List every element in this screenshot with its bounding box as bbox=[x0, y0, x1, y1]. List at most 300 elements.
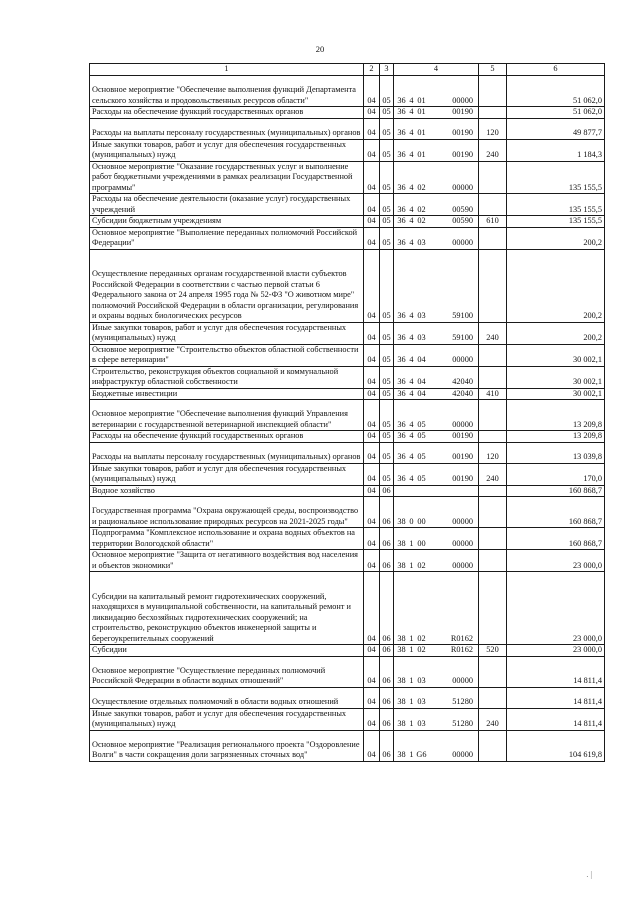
row-expense-type: 120 bbox=[479, 118, 507, 139]
target-article-part-2: 1 bbox=[409, 676, 414, 685]
target-article-part-2: 4 bbox=[409, 333, 414, 342]
row-amount: 14 811,4 bbox=[507, 708, 605, 730]
row-section: 04 bbox=[364, 528, 380, 550]
target-article-part-3: 03 bbox=[417, 697, 426, 706]
target-article-part-1: 36 bbox=[397, 388, 406, 398]
table-row bbox=[90, 497, 605, 528]
table-row bbox=[90, 485, 605, 497]
target-article-part-2: 4 bbox=[409, 150, 414, 159]
row-name: Расходы на обеспечение функций государственных органов bbox=[90, 107, 364, 119]
target-article-part-1: 38 bbox=[397, 750, 406, 759]
target-article-part-1: 36 bbox=[397, 204, 406, 214]
row-amount: 30 002,1 bbox=[507, 366, 605, 388]
column-header-name: 1 bbox=[90, 64, 364, 76]
target-article-part-1: 36 bbox=[397, 238, 406, 247]
table-row bbox=[90, 322, 605, 344]
row-section: 04 bbox=[364, 645, 380, 657]
target-article-part-1: 36 bbox=[397, 419, 406, 429]
table-row bbox=[90, 139, 605, 161]
column-header-target-article: 4 bbox=[394, 64, 479, 76]
row-expense-type bbox=[479, 161, 507, 194]
row-amount: 51 062,0 bbox=[507, 76, 605, 107]
row-section: 04 bbox=[364, 388, 380, 400]
row-name: Основное мероприятие "Реализация регионального проекта "Оздоровление Волги" в части сокращения доли загрязненных сточных вод" bbox=[90, 730, 364, 761]
row-name: Расходы на выплаты персоналу государственных (муниципальных) органов bbox=[90, 118, 364, 139]
row-subsection: 06 bbox=[380, 550, 394, 572]
column-header-section: 2 bbox=[364, 64, 380, 76]
row-expense-type bbox=[479, 687, 507, 708]
row-subsection: 05 bbox=[380, 442, 394, 463]
target-article-part-4: R0162 bbox=[450, 633, 473, 643]
row-name: Основное мероприятие "Строительство объектов областной собственности в сфере ветеринарии" bbox=[90, 344, 364, 366]
row-section: 04 bbox=[364, 730, 380, 761]
target-article-part-4: 59100 bbox=[452, 311, 473, 320]
target-article-part-2: 1 bbox=[409, 560, 414, 570]
target-article-part-2: 1 bbox=[409, 719, 414, 728]
row-subsection: 06 bbox=[380, 572, 394, 645]
target-article-part-4: 00000 bbox=[452, 676, 473, 685]
target-article-part-2: 1 bbox=[409, 538, 414, 548]
row-amount: 200,2 bbox=[507, 322, 605, 344]
row-target-article bbox=[394, 249, 479, 322]
row-amount: 170,0 bbox=[507, 463, 605, 485]
row-target-article bbox=[394, 550, 479, 572]
target-article-part-1: 38 bbox=[397, 538, 406, 548]
target-article-part-1: 36 bbox=[397, 150, 406, 159]
row-amount: 30 002,1 bbox=[507, 344, 605, 366]
row-target-article bbox=[394, 645, 479, 657]
row-section: 04 bbox=[364, 249, 380, 322]
row-name: Иные закупки товаров, работ и услуг для обеспечения государственных (муниципальных) нужд bbox=[90, 463, 364, 485]
row-section: 04 bbox=[364, 216, 380, 228]
target-article-part-2: 4 bbox=[409, 388, 414, 398]
row-amount: 13 209,8 bbox=[507, 400, 605, 431]
row-subsection: 06 bbox=[380, 687, 394, 708]
target-article-part-4: 00190 bbox=[452, 452, 473, 461]
row-amount: 23 000,0 bbox=[507, 550, 605, 572]
target-article-part-3: 01 bbox=[417, 95, 426, 105]
row-target-article bbox=[394, 344, 479, 366]
row-target-article bbox=[394, 687, 479, 708]
target-article-part-3: 03 bbox=[417, 333, 426, 342]
row-name: Осуществление переданных органам государственной власти субъектов Российской Федерации в соответствии с частью первой статьи 6 Федерального закона от 24 апреля 1995 года № 52-ФЗ "О животном мире" полномочий Российской Федерации в области организации, регулирования и охраны водных биологических ресурсов bbox=[90, 249, 364, 322]
row-expense-type: 240 bbox=[479, 708, 507, 730]
table-row bbox=[90, 161, 605, 194]
table-row bbox=[90, 687, 605, 708]
target-article-part-3: 03 bbox=[417, 676, 426, 685]
table-row bbox=[90, 708, 605, 730]
row-expense-type bbox=[479, 528, 507, 550]
row-subsection: 05 bbox=[380, 388, 394, 400]
table-row bbox=[90, 645, 605, 657]
row-amount: 135 155,5 bbox=[507, 194, 605, 216]
row-target-article bbox=[394, 227, 479, 249]
row-expense-type bbox=[479, 550, 507, 572]
table-row bbox=[90, 431, 605, 443]
row-amount: 13 039,8 bbox=[507, 442, 605, 463]
row-name: Субсидии бюджетным учреждениям bbox=[90, 216, 364, 228]
target-article-part-3: 03 bbox=[417, 719, 426, 728]
target-article-part-4: 00190 bbox=[452, 107, 473, 116]
row-expense-type bbox=[479, 344, 507, 366]
row-section: 04 bbox=[364, 400, 380, 431]
row-name: Расходы на обеспечение функций государственных органов bbox=[90, 431, 364, 443]
target-article-part-4: 00000 bbox=[452, 538, 473, 548]
row-subsection: 05 bbox=[380, 249, 394, 322]
row-section: 04 bbox=[364, 344, 380, 366]
row-section: 04 bbox=[364, 366, 380, 388]
row-amount: 200,2 bbox=[507, 227, 605, 249]
row-subsection: 06 bbox=[380, 528, 394, 550]
row-expense-type: 240 bbox=[479, 139, 507, 161]
row-amount: 14 811,4 bbox=[507, 687, 605, 708]
target-article-part-3: 02 bbox=[417, 633, 426, 643]
row-expense-type bbox=[479, 366, 507, 388]
row-section: 04 bbox=[364, 139, 380, 161]
target-article-part-1: 38 bbox=[397, 560, 406, 570]
row-subsection: 05 bbox=[380, 227, 394, 249]
row-expense-type bbox=[479, 249, 507, 322]
row-subsection: 05 bbox=[380, 322, 394, 344]
target-article-part-4: 42040 bbox=[452, 377, 473, 386]
row-section: 04 bbox=[364, 442, 380, 463]
column-header-amount: 6 bbox=[507, 64, 605, 76]
target-article-part-2: 4 bbox=[409, 204, 414, 214]
table-row bbox=[90, 528, 605, 550]
target-article-part-3: 03 bbox=[417, 311, 426, 320]
row-target-article bbox=[394, 528, 479, 550]
target-article-part-3: 05 bbox=[417, 419, 426, 429]
row-expense-type bbox=[479, 497, 507, 528]
column-header-subsection: 3 bbox=[380, 64, 394, 76]
row-name: Водное хозяйство bbox=[90, 485, 364, 497]
row-subsection: 06 bbox=[380, 656, 394, 687]
target-article-part-3: 04 bbox=[417, 388, 426, 398]
target-article-part-2: 4 bbox=[409, 216, 414, 225]
row-section: 04 bbox=[364, 572, 380, 645]
row-name: Основное мероприятие "Обеспечение выполнения функций Управления ветеринарии с государственной ветеринарной инспекцией области" bbox=[90, 400, 364, 431]
target-article-part-1: 36 bbox=[397, 311, 406, 320]
row-target-article bbox=[394, 76, 479, 107]
target-article-part-4: 00000 bbox=[452, 516, 473, 526]
row-subsection: 05 bbox=[380, 400, 394, 431]
row-amount: 135 155,5 bbox=[507, 216, 605, 228]
target-article-part-3: 02 bbox=[417, 645, 426, 654]
row-amount: 23 000,0 bbox=[507, 572, 605, 645]
row-expense-type: 240 bbox=[479, 463, 507, 485]
target-article-part-4: 00190 bbox=[452, 431, 473, 440]
row-section: 04 bbox=[364, 107, 380, 119]
target-article-part-3: 01 bbox=[417, 107, 426, 116]
row-name: Основное мероприятие "Выполнение переданных полномочий Российской Федерации" bbox=[90, 227, 364, 249]
target-article-part-2: 4 bbox=[409, 95, 414, 105]
row-target-article bbox=[394, 656, 479, 687]
target-article-part-2: 4 bbox=[409, 355, 414, 364]
target-article-part-1: 36 bbox=[397, 377, 406, 386]
target-article-part-1: 38 bbox=[397, 697, 406, 706]
target-article-part-2: 1 bbox=[409, 697, 414, 706]
target-article-part-4: R0162 bbox=[450, 645, 473, 654]
target-article-part-2: 1 bbox=[409, 633, 414, 643]
row-amount: 23 000,0 bbox=[507, 645, 605, 657]
target-article-part-2: 4 bbox=[409, 182, 414, 192]
target-article-part-2: 0 bbox=[409, 516, 414, 526]
row-name: Иные закупки товаров, работ и услуг для обеспечения государственных (муниципальных) нужд bbox=[90, 322, 364, 344]
row-expense-type bbox=[479, 227, 507, 249]
table-row bbox=[90, 656, 605, 687]
row-target-article bbox=[394, 161, 479, 194]
table-row bbox=[90, 463, 605, 485]
row-name: Основное мероприятие "Оказание государственных услуг и выполнение работ бюджетными учреждениями в рамках реализации Государственной программы" bbox=[90, 161, 364, 194]
row-section: 04 bbox=[364, 194, 380, 216]
target-article-part-2: 4 bbox=[409, 452, 414, 461]
row-expense-type bbox=[479, 572, 507, 645]
row-name: Иные закупки товаров, работ и услуг для обеспечения государственных (муниципальных) нужд bbox=[90, 708, 364, 730]
target-article-part-3: G6 bbox=[416, 750, 427, 759]
target-article-part-1: 36 bbox=[397, 474, 406, 483]
row-name: Основное мероприятие "Осуществление переданных полномочий Российской Федерации в области водных отношений" bbox=[90, 656, 364, 687]
target-article-part-2: 4 bbox=[409, 377, 414, 386]
table-row bbox=[90, 249, 605, 322]
target-article-part-3: 05 bbox=[417, 431, 426, 440]
target-article-part-3: 00 bbox=[417, 516, 426, 526]
target-article-part-1: 36 bbox=[397, 95, 406, 105]
row-section: 04 bbox=[364, 161, 380, 194]
target-article-part-1: 38 bbox=[397, 516, 406, 526]
target-article-part-3: 02 bbox=[417, 204, 426, 214]
row-target-article bbox=[394, 107, 479, 119]
target-article-part-3: 04 bbox=[417, 355, 426, 364]
table-row bbox=[90, 730, 605, 761]
row-section: 04 bbox=[364, 76, 380, 107]
row-name: Субсидии на капитальный ремонт гидротехнических сооружений, находящихся в муниципальной собственности, на капитальный ремонт и ликвидацию бесхозяйных гидротехнических сооружений; на строительство, реконструкцию объектов инженерной защиты и берегоукрепительных сооружений bbox=[90, 572, 364, 645]
target-article-part-3: 01 bbox=[417, 128, 426, 137]
target-article-part-4: 00000 bbox=[452, 182, 473, 192]
target-article-part-1: 36 bbox=[397, 333, 406, 342]
target-article-part-2: 4 bbox=[409, 431, 414, 440]
target-article-part-2: 4 bbox=[409, 419, 414, 429]
row-name: Бюджетные инвестиции bbox=[90, 388, 364, 400]
row-section: 04 bbox=[364, 687, 380, 708]
target-article-part-1: 36 bbox=[397, 452, 406, 461]
row-expense-type bbox=[479, 730, 507, 761]
row-expense-type: 410 bbox=[479, 388, 507, 400]
target-article-part-2: 4 bbox=[409, 128, 414, 137]
row-section: 04 bbox=[364, 322, 380, 344]
row-target-article bbox=[394, 322, 479, 344]
table-row bbox=[90, 388, 605, 400]
target-article-part-4: 00000 bbox=[452, 95, 473, 105]
row-subsection: 06 bbox=[380, 497, 394, 528]
table-row bbox=[90, 442, 605, 463]
row-target-article bbox=[394, 216, 479, 228]
row-section: 04 bbox=[364, 656, 380, 687]
row-expense-type bbox=[479, 431, 507, 443]
row-subsection: 05 bbox=[380, 431, 394, 443]
row-name: Осуществление отдельных полномочий в области водных отношений bbox=[90, 687, 364, 708]
row-amount: 49 877,7 bbox=[507, 118, 605, 139]
table-row bbox=[90, 227, 605, 249]
row-amount: 135 155,5 bbox=[507, 161, 605, 194]
row-name: Основное мероприятие "Защита от негативного воздействия вод населения и объектов экономики" bbox=[90, 550, 364, 572]
row-target-article bbox=[394, 400, 479, 431]
target-article-part-1: 36 bbox=[397, 216, 406, 225]
target-article-part-1: 36 bbox=[397, 107, 406, 116]
table-header-row bbox=[90, 64, 605, 76]
row-target-article bbox=[394, 194, 479, 216]
target-article-part-1: 38 bbox=[397, 676, 406, 685]
row-amount: 1 184,3 bbox=[507, 139, 605, 161]
row-name: Подпрограмма "Комплексное использование и охрана водных объектов на территории Вологодской области" bbox=[90, 528, 364, 550]
row-target-article bbox=[394, 708, 479, 730]
target-article-part-4: 51280 bbox=[452, 719, 473, 728]
row-subsection: 05 bbox=[380, 139, 394, 161]
row-amount: 30 002,1 bbox=[507, 388, 605, 400]
table-row bbox=[90, 550, 605, 572]
row-expense-type bbox=[479, 194, 507, 216]
row-amount: 160 868,7 bbox=[507, 497, 605, 528]
row-subsection: 05 bbox=[380, 463, 394, 485]
row-name: Строительство, реконструкция объектов социальной и коммунальной инфраструктур областной собственности bbox=[90, 366, 364, 388]
target-article-part-4: 00000 bbox=[452, 419, 473, 429]
row-amount: 104 619,8 bbox=[507, 730, 605, 761]
target-article-part-3: 02 bbox=[417, 560, 426, 570]
target-article-part-4: 00190 bbox=[452, 474, 473, 483]
row-name: Иные закупки товаров, работ и услуг для обеспечения государственных (муниципальных) нужд bbox=[90, 139, 364, 161]
row-subsection: 05 bbox=[380, 366, 394, 388]
corner-mark: . | bbox=[586, 870, 592, 879]
target-article-part-1: 36 bbox=[397, 431, 406, 440]
row-target-article bbox=[394, 139, 479, 161]
target-article-part-4: 00190 bbox=[452, 150, 473, 159]
row-subsection: 06 bbox=[380, 708, 394, 730]
row-expense-type: 240 bbox=[479, 322, 507, 344]
table-row bbox=[90, 572, 605, 645]
table-row bbox=[90, 118, 605, 139]
target-article-part-1: 38 bbox=[397, 645, 406, 654]
row-section: 04 bbox=[364, 708, 380, 730]
row-subsection: 05 bbox=[380, 107, 394, 119]
target-article-part-4: 51280 bbox=[452, 697, 473, 706]
row-expense-type: 120 bbox=[479, 442, 507, 463]
row-name: Субсидии bbox=[90, 645, 364, 657]
target-article-part-3: 04 bbox=[417, 377, 426, 386]
target-article-part-2: 1 bbox=[409, 750, 414, 759]
row-expense-type bbox=[479, 656, 507, 687]
page-number: 20 bbox=[315, 44, 325, 54]
table-row bbox=[90, 400, 605, 431]
row-name: Государственная программа "Охрана окружающей среды, воспроизводство и рациональное использование природных ресурсов на 2021-2025 годы" bbox=[90, 497, 364, 528]
row-subsection: 05 bbox=[380, 76, 394, 107]
row-subsection: 05 bbox=[380, 216, 394, 228]
target-article-part-4: 00190 bbox=[452, 128, 473, 137]
row-amount: 51 062,0 bbox=[507, 107, 605, 119]
target-article-part-3: 00 bbox=[417, 538, 426, 548]
row-expense-type bbox=[479, 400, 507, 431]
target-article-part-1: 38 bbox=[397, 719, 406, 728]
row-expense-type bbox=[479, 485, 507, 497]
row-amount: 160 868,7 bbox=[507, 528, 605, 550]
table-row bbox=[90, 344, 605, 366]
row-subsection: 05 bbox=[380, 194, 394, 216]
row-subsection: 05 bbox=[380, 161, 394, 194]
target-article-part-4: 42040 bbox=[452, 388, 473, 398]
budget-table bbox=[89, 63, 605, 762]
target-article-part-4: 00590 bbox=[452, 204, 473, 214]
target-article-part-3: 02 bbox=[417, 182, 426, 192]
target-article-part-1: 38 bbox=[397, 633, 406, 643]
target-article-part-2: 1 bbox=[409, 645, 414, 654]
target-article-part-4: 00000 bbox=[452, 355, 473, 364]
row-target-article bbox=[394, 366, 479, 388]
target-article-part-3: 02 bbox=[417, 216, 426, 225]
row-section: 04 bbox=[364, 118, 380, 139]
row-target-article bbox=[394, 118, 479, 139]
row-section: 04 bbox=[364, 550, 380, 572]
row-subsection: 06 bbox=[380, 485, 394, 497]
row-name: Расходы на выплаты персоналу государственных (муниципальных) органов bbox=[90, 442, 364, 463]
target-article-part-3: 05 bbox=[417, 452, 426, 461]
row-section: 04 bbox=[364, 497, 380, 528]
table-row bbox=[90, 366, 605, 388]
target-article-part-3: 05 bbox=[417, 474, 426, 483]
table-row bbox=[90, 194, 605, 216]
target-article-part-2: 4 bbox=[409, 474, 414, 483]
row-amount: 14 811,4 bbox=[507, 656, 605, 687]
row-section: 04 bbox=[364, 463, 380, 485]
target-article-part-4: 00000 bbox=[452, 750, 473, 759]
column-header-expense-type: 5 bbox=[479, 64, 507, 76]
target-article-part-4: 00000 bbox=[452, 238, 473, 247]
target-article-part-2: 4 bbox=[409, 311, 414, 320]
target-article-part-2: 4 bbox=[409, 238, 414, 247]
target-article-part-1: 36 bbox=[397, 182, 406, 192]
table-row bbox=[90, 107, 605, 119]
row-target-article bbox=[394, 463, 479, 485]
table-row bbox=[90, 216, 605, 228]
row-expense-type: 520 bbox=[479, 645, 507, 657]
row-amount: 160 868,7 bbox=[507, 485, 605, 497]
row-target-article bbox=[394, 497, 479, 528]
row-section: 04 bbox=[364, 485, 380, 497]
row-target-article bbox=[394, 431, 479, 443]
row-section: 04 bbox=[364, 431, 380, 443]
row-target-article bbox=[394, 572, 479, 645]
row-subsection: 05 bbox=[380, 344, 394, 366]
target-article-part-2: 4 bbox=[409, 107, 414, 116]
target-article-part-1: 36 bbox=[397, 355, 406, 364]
row-expense-type bbox=[479, 76, 507, 107]
row-target-article bbox=[394, 485, 479, 497]
target-article-part-3: 01 bbox=[417, 150, 426, 159]
row-subsection: 06 bbox=[380, 730, 394, 761]
row-subsection: 05 bbox=[380, 118, 394, 139]
row-section: 04 bbox=[364, 227, 380, 249]
row-amount: 13 209,8 bbox=[507, 431, 605, 443]
table-row bbox=[90, 76, 605, 107]
row-target-article bbox=[394, 730, 479, 761]
row-target-article bbox=[394, 442, 479, 463]
row-expense-type: 610 bbox=[479, 216, 507, 228]
row-name: Основное мероприятие "Обеспечение выполнения функций Департамента сельского хозяйства и продовольственных ресурсов области" bbox=[90, 76, 364, 107]
row-amount: 200,2 bbox=[507, 249, 605, 322]
row-subsection: 06 bbox=[380, 645, 394, 657]
target-article-part-4: 59100 bbox=[452, 333, 473, 342]
target-article-part-3: 03 bbox=[417, 238, 426, 247]
row-expense-type bbox=[479, 107, 507, 119]
row-target-article bbox=[394, 388, 479, 400]
target-article-part-4: 00000 bbox=[452, 560, 473, 570]
